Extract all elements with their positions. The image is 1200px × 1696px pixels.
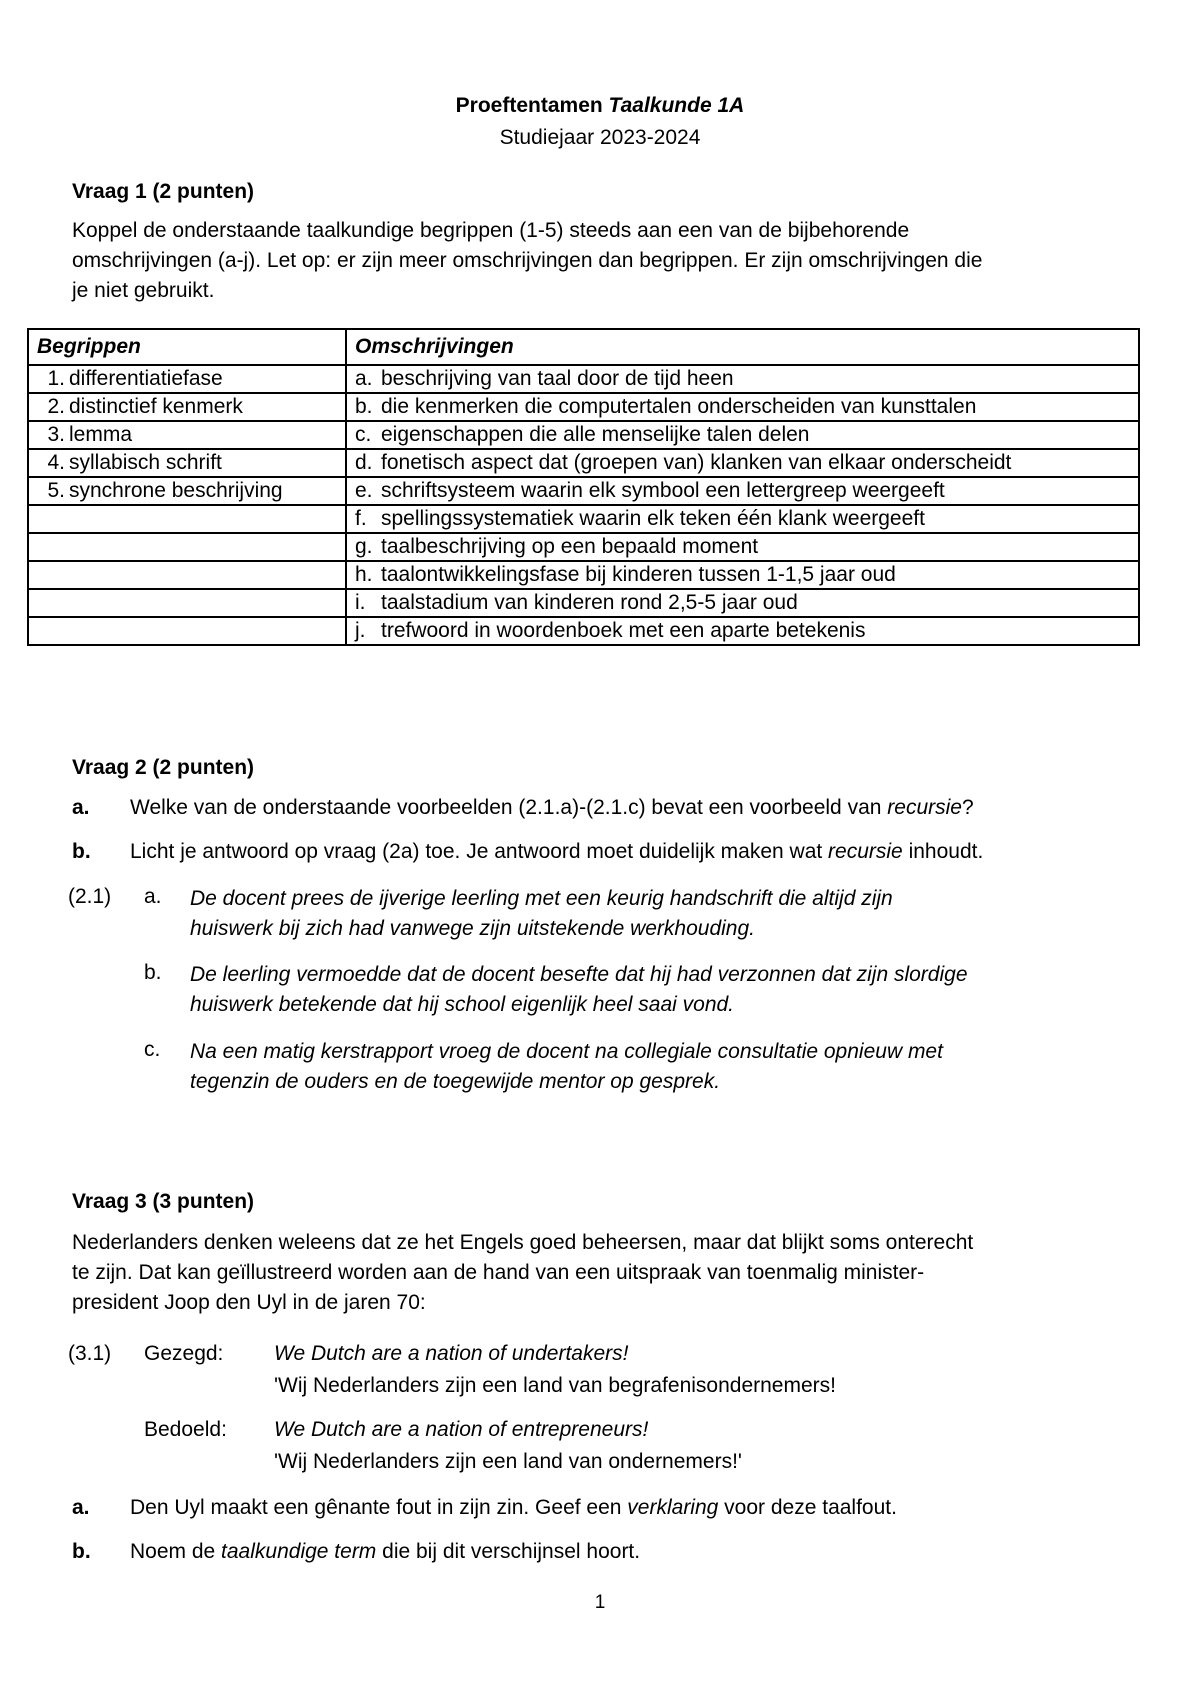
description-text: schriftsysteem waarin elk symbool een lettergreep weergeeft — [381, 479, 945, 502]
table-row — [28, 365, 1139, 393]
description-text: beschrijving van taal door de tijd heen — [381, 367, 734, 390]
description-cell — [346, 449, 1139, 477]
table-row — [28, 477, 1139, 505]
table-row — [28, 449, 1139, 477]
term-cell — [28, 533, 346, 561]
term-cell — [28, 421, 346, 449]
q2-example-b-label: b. — [144, 961, 162, 984]
description-cell — [346, 477, 1139, 505]
term-cell — [28, 393, 346, 421]
description-text: spellingssystematiek waarin elk teken één klank weergeeft — [381, 507, 925, 530]
description-letter: g. — [355, 535, 373, 558]
description-cell — [346, 421, 1139, 449]
description-cell — [346, 393, 1139, 421]
description-cell — [346, 365, 1139, 393]
q3-meant-english: We Dutch are a nation of entrepreneurs! — [274, 1418, 649, 1441]
description-letter: h. — [355, 563, 373, 586]
description-letter: f. — [355, 507, 367, 530]
page-title: Proeftentamen Taalkunde 1A — [455, 94, 745, 117]
description-text: eigenschappen die alle menselijke talen delen — [381, 423, 810, 446]
q3-heading: Vraag 3 (3 punten) — [72, 1190, 255, 1213]
q3-meant-label: Bedoeld: — [144, 1418, 227, 1441]
description-letter: e. — [355, 479, 373, 502]
table-row — [28, 617, 1139, 645]
description-cell — [346, 617, 1139, 645]
page-number: 1 — [594, 1592, 606, 1613]
table-row — [28, 505, 1139, 533]
q2-example-c: Na een matig kerstrapport vroeg de docent na collegiale consultatie opnieuw met tegenzin de ouders en de toegewijde mentor op gesprek. — [190, 1040, 943, 1093]
description-text: taalbeschrijving op een bepaald moment — [381, 535, 759, 558]
course-name: Taalkunde 1A — [608, 94, 745, 117]
q1-intro: Koppel de onderstaande taalkundige begrippen (1-5) steeds aan een van de bijbehorende omschrijvingen (a-j). Let op: er zijn meer omschrijvingen dan begrippen. Er zijn omschrijvingen die je niet gebruikt. — [72, 219, 983, 302]
q2-heading: Vraag 2 (2 punten) — [72, 756, 255, 779]
term-cell — [28, 477, 346, 505]
description-letter: d. — [355, 451, 373, 474]
term-number: 2. — [47, 395, 65, 418]
term-cell — [28, 449, 346, 477]
page-subtitle: Studiejaar 2023-2024 — [499, 126, 701, 149]
description-text: fonetisch aspect dat (groepen van) klanken van elkaar onderscheidt — [381, 451, 1012, 474]
q3-said-dutch: 'Wij Nederlanders zijn een land van begrafenisondernemers! — [274, 1374, 836, 1397]
description-letter: j. — [355, 619, 366, 642]
term-label: lemma — [69, 423, 133, 446]
table-header-row — [28, 329, 1139, 365]
q3-meant-dutch: 'Wij Nederlanders zijn een land van ondernemers!' — [274, 1450, 742, 1473]
q3-said-english: We Dutch are a nation of undertakers! — [274, 1342, 629, 1365]
description-letter: b. — [355, 395, 373, 418]
table-row — [28, 533, 1139, 561]
col-header-omschrijvingen: Omschrijvingen — [346, 329, 1139, 365]
description-letter: i. — [355, 591, 366, 614]
term-cell — [28, 505, 346, 533]
q2-example-number: (2.1) — [68, 885, 112, 908]
term-label: syllabisch schrift — [69, 451, 222, 474]
term-cell — [28, 617, 346, 645]
col-header-begrippen: Begrippen — [28, 329, 346, 365]
term-label: synchrone beschrijving — [69, 479, 283, 502]
table-row — [28, 589, 1139, 617]
description-text: die kenmerken die computertalen onderscheiden van kunsttalen — [381, 395, 977, 418]
q3-intro: Nederlanders denken weleens dat ze het Engels goed beheersen, maar dat blijkt soms onterecht te zijn. Dat kan geïllustreerd worden aan de hand van een uitspraak van toenmalig minister- president Joop den Uyl in de jaren 70: — [72, 1231, 974, 1314]
q2-b: b. Licht je antwoord op vraag (2a) toe. Je antwoord moet duidelijk maken wat recursie inhoudt. — [72, 840, 984, 863]
description-text: taalstadium van kinderen rond 2,5-5 jaar oud — [381, 591, 798, 614]
term-cell — [28, 365, 346, 393]
q3-a: a. Den Uyl maakt een gênante fout in zijn zin. Geef een verklaring voor deze taalfout. — [72, 1496, 897, 1519]
q2-example-a: De docent prees de ijverige leerling met een keurig handschrift die altijd zijn huiswerk bij zich had vanwege zijn uitstekende werkhouding. — [190, 887, 893, 940]
table-row — [28, 561, 1139, 589]
q2-example-c-label: c. — [144, 1038, 161, 1061]
term-cell — [28, 561, 346, 589]
definitions-table — [27, 328, 1140, 646]
q2-example-b: De leerling vermoedde dat de docent besefte dat hij had verzonnen dat zijn slordige huiswerk betekende dat hij school eigenlijk heel saai vond. — [190, 963, 968, 1016]
description-letter: c. — [355, 423, 372, 446]
q3-example-number: (3.1) — [68, 1342, 112, 1365]
q2-a: a. Welke van de onderstaande voorbeelden (2.1.a)-(2.1.c) bevat een voorbeeld van recursie? — [72, 796, 974, 819]
term-number: 3. — [47, 423, 65, 446]
description-cell — [346, 561, 1139, 589]
term-label: differentiatiefase — [69, 367, 223, 390]
description-cell — [346, 589, 1139, 617]
description-letter: a. — [355, 367, 373, 390]
term-label: distinctief kenmerk — [69, 395, 243, 418]
description-cell — [346, 533, 1139, 561]
q3-b: b. Noem de taalkundige term die bij dit verschijnsel hoort. — [72, 1540, 641, 1563]
term-number: 5. — [47, 479, 65, 502]
table-row — [28, 421, 1139, 449]
term-cell — [28, 589, 346, 617]
term-number: 1. — [47, 367, 65, 390]
table-row — [28, 393, 1139, 421]
q2-example-a-label: a. — [144, 885, 162, 908]
term-number: 4. — [47, 451, 65, 474]
description-cell — [346, 505, 1139, 533]
q1-heading: Vraag 1 (2 punten) — [72, 180, 255, 203]
q3-said-label: Gezegd: — [144, 1342, 224, 1365]
description-text: trefwoord in woordenboek met een aparte betekenis — [381, 619, 866, 642]
description-text: taalontwikkelingsfase bij kinderen tussen 1-1,5 jaar oud — [381, 563, 896, 586]
